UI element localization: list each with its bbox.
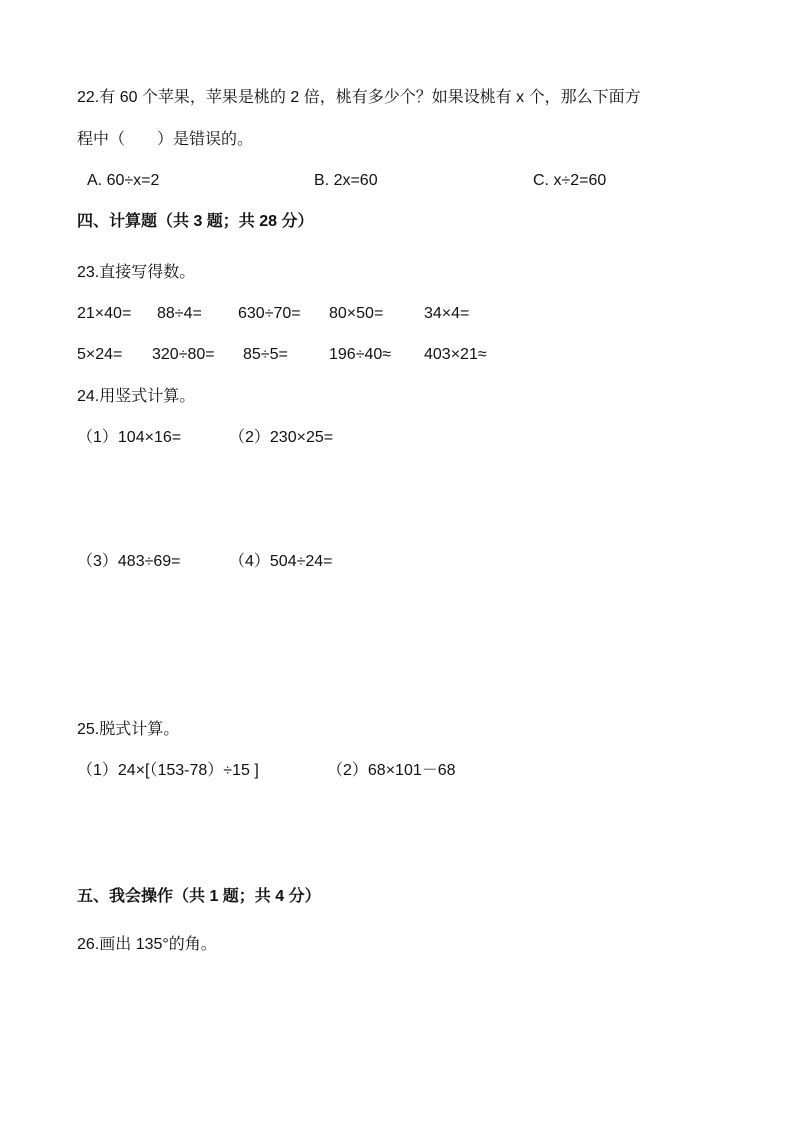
q23-r1-c1: 21×40= [77,305,132,322]
q25-item-1: （1）24×[（153-78）÷15 ] [77,762,259,779]
q22-option-a: A. 60÷x=2 [87,172,160,189]
q24-item-4: （4）504÷24= [229,553,333,570]
q23-r2-c5: 403×21≈ [424,346,487,363]
q26-title: 26.画出 135°的角。 [77,936,217,953]
q23-r2-c4: 196÷40≈ [329,346,392,363]
q23-title: 23.直接写得数。 [77,264,196,281]
q22-line2: 程中（ ）是错误的。 [77,131,254,148]
q24-title: 24.用竖式计算。 [77,388,196,405]
q22-option-c: C. x÷2=60 [533,172,607,189]
q22-option-b: B. 2x=60 [314,172,378,189]
q23-r1-c3: 630÷70= [238,305,301,322]
q24-item-3: （3）483÷69= [77,553,181,570]
q25-item-2: （2）68×101－68 [327,762,456,779]
q23-r1-c4: 80×50= [329,305,384,322]
q23-r1-c5: 34×4= [424,305,470,322]
q24-item-1: （1）104×16= [77,429,182,446]
q23-r1-c2: 88÷4= [157,305,202,322]
section-5-title: 五、我会操作（共 1 题；共 4 分） [77,888,321,905]
q22-line1: 22.有 60 个苹果，苹果是桃的 2 倍，桃有多少个？如果设桃有 x 个，那么下面方 [77,89,641,106]
q25-title: 25.脱式计算。 [77,721,180,738]
q23-r2-c1: 5×24= [77,346,123,363]
q23-r2-c3: 85÷5= [243,346,288,363]
q24-item-2: （2）230×25= [229,429,334,446]
q23-r2-c2: 320÷80= [152,346,215,363]
section-4-title: 四、计算题（共 3 题；共 28 分） [77,213,314,230]
